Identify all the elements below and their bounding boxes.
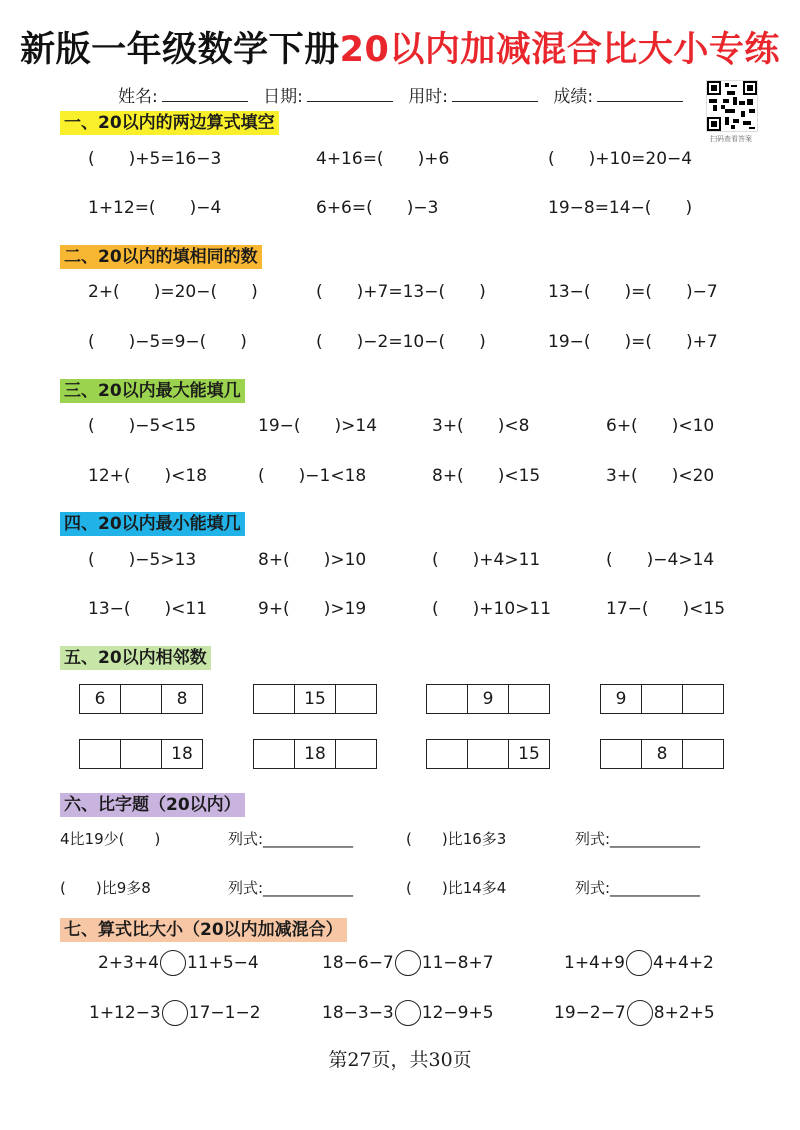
s4-r2-q3: ( )+10>11 (432, 599, 552, 619)
s6-r1-work2[interactable]: 列式:____________ (575, 830, 701, 848)
s4-r2-q1: 13−( )<11 (88, 599, 208, 619)
s7-right: 8+2+5 (653, 1003, 715, 1023)
neighbor-cell[interactable] (427, 740, 468, 768)
s7-compare (89, 1000, 261, 1026)
s2-r2-q3: 19−( )=( )+7 (548, 332, 718, 352)
neighbor-cell[interactable] (336, 685, 376, 713)
s7-compare (322, 1000, 494, 1026)
neighbor-cell[interactable] (121, 740, 162, 768)
neighbor-cell[interactable] (427, 685, 468, 713)
neighbor-cell[interactable]: 9 (468, 685, 509, 713)
name-label: 姓名: (118, 87, 158, 107)
section-2-heading: 二、20以内的填相同的数 (60, 245, 262, 269)
compare-circle[interactable] (395, 950, 421, 976)
neighbor-box (600, 684, 724, 714)
neighbor-cell[interactable] (254, 685, 295, 713)
s7-right: 17−1−2 (188, 1003, 261, 1023)
neighbor-cell[interactable] (468, 740, 509, 768)
s4-r1-q4: ( )−4>14 (606, 550, 715, 570)
compare-circle[interactable] (160, 950, 186, 976)
s3-r1-q4: 6+( )<10 (606, 416, 715, 436)
s6-r1-q1: 4比19少( ) (60, 830, 161, 848)
s7-left: 18−6−7 (322, 953, 394, 973)
s7-left: 19−2−7 (554, 1003, 626, 1023)
section-1-heading: 一、20以内的两边算式填空 (60, 111, 279, 135)
compare-circle[interactable] (626, 950, 652, 976)
section-7-heading: 七、算式比大小（20以内加减混合） (60, 918, 347, 942)
s7-right: 4+4+2 (652, 953, 714, 973)
s4-r1-q3: ( )+4>11 (432, 550, 541, 570)
s2-r2-q1: ( )−5=9−( ) (88, 332, 247, 352)
neighbor-box (600, 739, 724, 769)
neighbor-box (253, 739, 377, 769)
s1-r2-q3: 19−8=14−( ) (548, 198, 693, 218)
compare-circle[interactable] (395, 1000, 421, 1026)
neighbor-box (79, 739, 203, 769)
qr-caption: 扫码查看答案 (710, 135, 752, 143)
s2-r2-q2: ( )−2=10−( ) (316, 332, 486, 352)
neighbor-cell[interactable] (683, 685, 723, 713)
s7-compare (322, 950, 494, 976)
s1-r1-q3: ( )+10=20−4 (548, 149, 693, 169)
title-highlight: 20以内加减混合比大小专练 (339, 30, 780, 70)
s2-r1-q1: 2+( )=20−( ) (88, 282, 258, 302)
neighbor-box (79, 684, 203, 714)
s4-r2-q2: 9+( )>19 (258, 599, 367, 619)
s3-r2-q4: 3+( )<20 (606, 466, 715, 486)
info-fields (118, 82, 708, 107)
page-title (0, 22, 800, 72)
date-label: 日期: (263, 87, 303, 107)
s6-r2-work1[interactable]: 列式:____________ (228, 879, 354, 897)
neighbor-box (426, 739, 550, 769)
neighbor-cell[interactable]: 15 (518, 744, 540, 764)
neighbor-cell[interactable] (642, 685, 683, 713)
neighbor-cell[interactable]: 9 (601, 685, 642, 713)
s4-r1-q2: 8+( )>10 (258, 550, 367, 570)
title-prefix: 新版一年级数学下册 (20, 30, 340, 70)
neighbor-cell[interactable]: 18 (171, 744, 193, 764)
s3-r1-q1: ( )−5<15 (88, 416, 197, 436)
s6-r2-q2: ( )比14多4 (406, 879, 507, 897)
time-label: 用时: (408, 87, 449, 107)
neighbor-cell[interactable] (601, 740, 642, 768)
s7-left: 2+3+4 (98, 953, 159, 973)
s3-r1-q3: 3+( )<8 (432, 416, 530, 436)
section-5-heading: 五、20以内相邻数 (60, 646, 211, 670)
s1-r2-q1: 1+12=( )−4 (88, 198, 222, 218)
s7-right: 12−9+5 (421, 1003, 494, 1023)
s6-r1-work1[interactable]: 列式:____________ (228, 830, 354, 848)
s4-r2-q4: 17−( )<15 (606, 599, 726, 619)
neighbor-cell[interactable] (509, 685, 549, 713)
compare-circle[interactable] (627, 1000, 653, 1026)
neighbor-cell[interactable]: 8 (642, 740, 683, 768)
neighbor-box (426, 684, 550, 714)
s3-r1-q2: 19−( )>14 (258, 416, 378, 436)
name-blank[interactable] (162, 87, 248, 102)
time-blank[interactable] (452, 87, 538, 102)
neighbor-cell[interactable] (254, 740, 295, 768)
s7-right: 11−8+7 (421, 953, 494, 973)
s7-left: 1+12−3 (89, 1003, 161, 1023)
section-6-heading: 六、比字题（20以内） (60, 793, 245, 817)
neighbor-cell[interactable] (336, 740, 376, 768)
s1-r1-q2: 4+16=( )+6 (316, 149, 450, 169)
compare-circle[interactable] (162, 1000, 188, 1026)
s7-compare (98, 950, 259, 976)
date-blank[interactable] (307, 87, 393, 102)
neighbor-cell[interactable]: 15 (295, 685, 336, 713)
neighbor-cell[interactable] (121, 685, 162, 713)
s1-r1-q1: ( )+5=16−3 (88, 149, 222, 169)
score-blank[interactable] (597, 87, 683, 102)
neighbor-cell[interactable] (80, 740, 121, 768)
section-4-heading: 四、20以内最小能填几 (60, 512, 245, 536)
score-label: 成绩: (553, 87, 594, 107)
s6-r1-q2: ( )比16多3 (406, 830, 507, 848)
s6-r2-q1: ( )比9多8 (60, 879, 151, 897)
neighbor-cell[interactable] (683, 740, 723, 768)
s1-r2-q2: 6+6=( )−3 (316, 198, 439, 218)
s7-left: 18−3−3 (322, 1003, 394, 1023)
s2-r1-q3: 13−( )=( )−7 (548, 282, 718, 302)
s2-r1-q2: ( )+7=13−( ) (316, 282, 486, 302)
s6-r2-work2[interactable]: 列式:____________ (575, 879, 701, 897)
neighbor-cell[interactable]: 8 (176, 689, 188, 709)
neighbor-cell[interactable]: 18 (295, 740, 336, 768)
s7-compare (554, 1000, 715, 1026)
s3-r2-q2: ( )−1<18 (258, 466, 367, 486)
qr-code-icon[interactable] (706, 80, 758, 132)
s7-compare (564, 950, 714, 976)
s7-left: 1+4+9 (564, 953, 625, 973)
s4-r1-q1: ( )−5>13 (88, 550, 197, 570)
page-number: 第27页，共30页 (328, 1049, 472, 1071)
s7-right: 11+5−4 (186, 953, 259, 973)
neighbor-cell[interactable]: 6 (80, 685, 121, 713)
section-3-heading: 三、20以内最大能填几 (60, 379, 245, 403)
s3-r2-q3: 8+( )<15 (432, 466, 541, 486)
s3-r2-q1: 12+( )<18 (88, 466, 208, 486)
neighbor-box (253, 684, 377, 714)
